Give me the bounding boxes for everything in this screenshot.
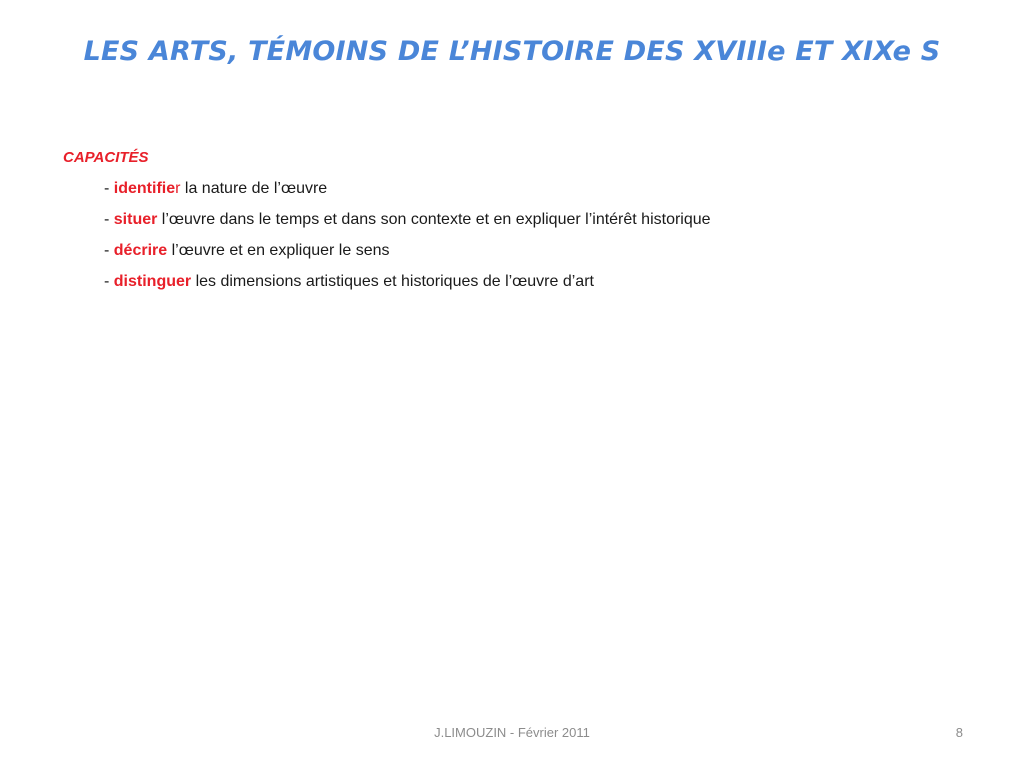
list-item	[104, 241, 711, 272]
bullet-dash: -	[104, 242, 114, 259]
bullet-dash: -	[104, 273, 114, 290]
keyword: distinguer	[113, 273, 192, 290]
item-text: la nature de l’œuvre	[180, 180, 328, 197]
keyword-tail: r	[175, 180, 181, 197]
page-number: 8	[955, 725, 963, 740]
footer-author-date: J.LIMOUZIN - Février 2011	[434, 725, 590, 740]
list-item	[104, 179, 711, 210]
keyword: identifie	[113, 180, 176, 197]
bullet-dash: -	[104, 211, 114, 228]
list-item	[104, 272, 711, 303]
keyword: situer	[113, 211, 158, 228]
item-text: l’œuvre dans le temps et dans son contexte et en expliquer l’intérêt historique	[157, 211, 711, 228]
item-text: l’œuvre et en expliquer le sens	[167, 242, 390, 259]
section-heading-capacites: CAPACITÉS	[63, 149, 149, 166]
bullet-dash: -	[104, 180, 114, 197]
list-item	[104, 210, 711, 241]
slide-title: LES ARTS, TÉMOINS DE L’HISTOIRE DES XVIIIe ET XIXe S	[83, 36, 941, 67]
capacities-list	[104, 179, 711, 303]
keyword: décrire	[113, 242, 168, 259]
item-text: les dimensions artistiques et historiques de l’œuvre d’art	[191, 273, 594, 290]
